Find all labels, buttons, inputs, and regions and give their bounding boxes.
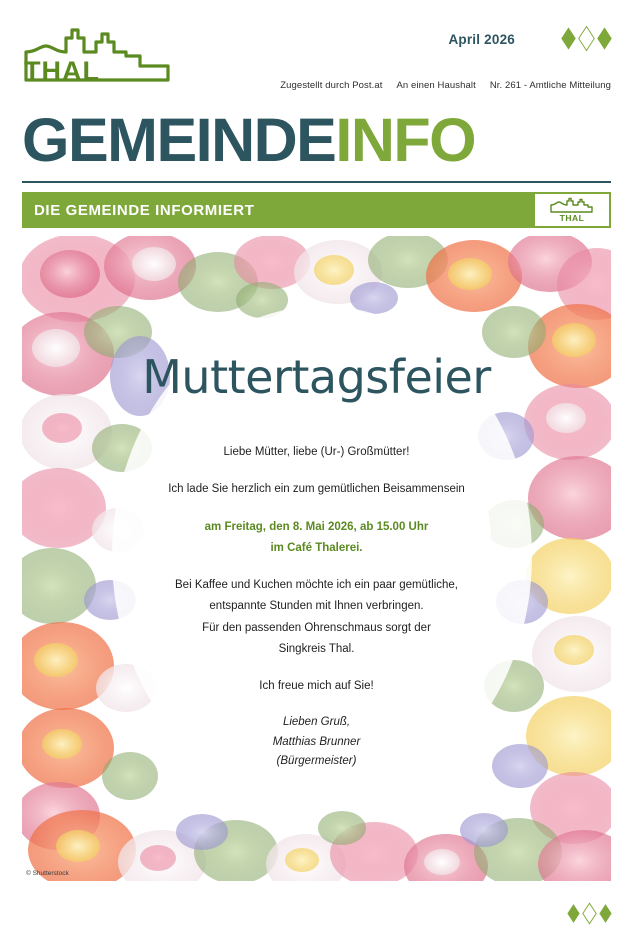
image-credit: © Shutterstock — [26, 870, 69, 877]
page-title — [22, 106, 611, 174]
meta-delivery: Zugestellt durch Post.at — [280, 80, 383, 91]
cover-datetime-line2: im Café Thalerei. — [270, 541, 363, 554]
masthead-top-row — [22, 0, 611, 108]
thal-castle-skyline-icon — [549, 197, 595, 214]
cover-body — [22, 442, 611, 772]
issue-date: April 2026 — [448, 32, 515, 47]
cover-closing: Ich freue mich auf Sie! — [259, 680, 374, 693]
cover-body-line2: entspannte Stunden mit Ihnen verbringen. — [209, 600, 424, 613]
cover-sign-line3: (Bürgermeister) — [276, 755, 357, 768]
cover-body-line3: Für den passenden Ohrenschmaus sorgt der — [202, 621, 431, 634]
diamond-shape — [597, 27, 611, 49]
cover-salutation: Liebe Mütter, liebe (Ur-) Großmütter! — [223, 446, 410, 458]
cover-body-line1: Bei Kaffee und Kuchen möchte ich ein paar gemütliche, — [175, 579, 458, 592]
diamond-shape — [599, 904, 611, 923]
page-title-info: INFO — [335, 106, 476, 174]
header-diamond-ornament — [562, 31, 611, 46]
masthead — [0, 0, 633, 183]
footer — [22, 907, 611, 920]
page-title-gemeinde: GEMEINDE — [22, 106, 336, 174]
cover-body-line4: Singkreis Thal. — [278, 642, 355, 655]
diamond-shape — [578, 26, 595, 52]
thal-badge — [533, 192, 611, 228]
thal-badge-label: THAL — [559, 213, 585, 223]
section-banner-label: DIE GEMEINDE INFORMIERT — [34, 201, 255, 219]
cover-datetime-line1: am Freitag, den 8. Mai 2026, ab 15.00 Uhr — [204, 520, 429, 533]
diamond-shape — [567, 904, 579, 923]
cover-sign-line2: Matthias Brunner — [272, 735, 361, 748]
cover-invitation — [22, 350, 611, 788]
footer-diamond-ornament — [568, 907, 611, 920]
diamond-shape — [561, 27, 575, 49]
logo-text: THAL — [24, 56, 100, 86]
cover-image-area — [22, 236, 611, 881]
title-divider — [22, 181, 611, 183]
section-banner — [22, 192, 611, 228]
meta-issue-number: Nr. 261 - Amtliche Mitteilung — [489, 80, 611, 91]
masthead-meta — [280, 80, 611, 91]
cover-title: Muttertagsfeier — [142, 350, 491, 404]
meta-household: An einen Haushalt — [396, 80, 476, 91]
cover-sign-line1: Lieben Gruß, — [282, 716, 351, 729]
diamond-shape — [582, 902, 596, 924]
cover-intro: Ich lade Sie herzlich ein zum gemütlichen Beisammensein — [168, 483, 465, 496]
